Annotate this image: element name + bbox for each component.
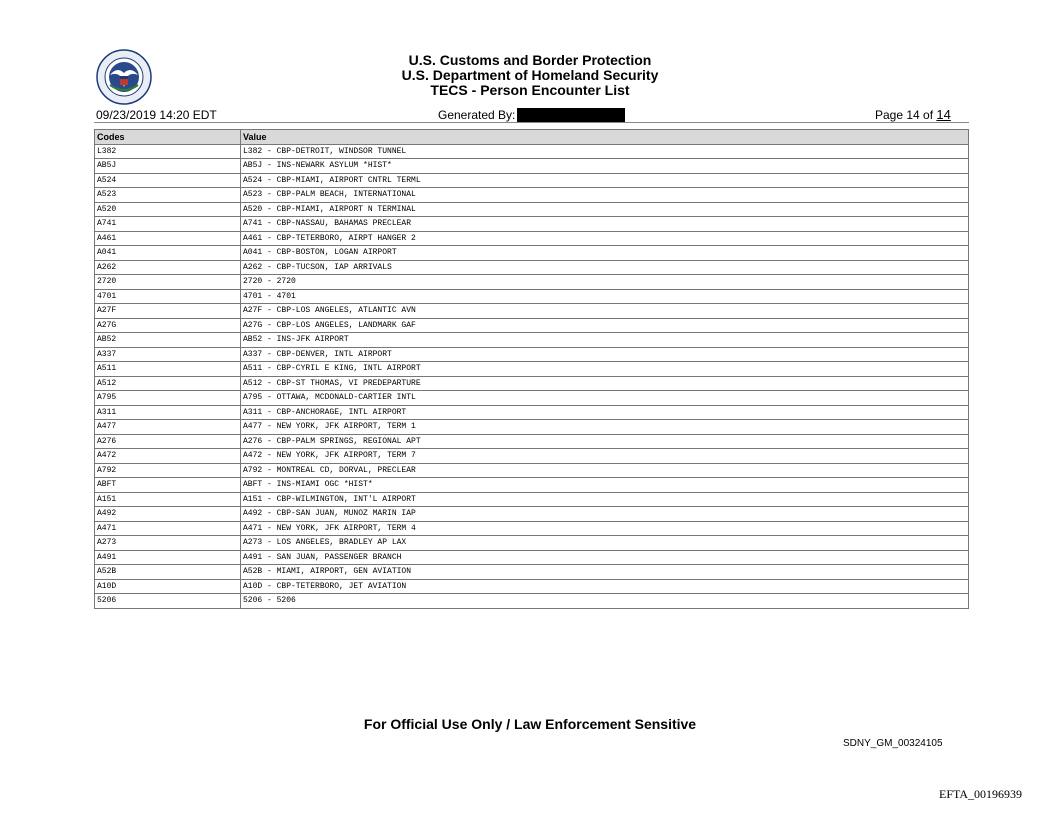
code-cell: A337 — [95, 347, 241, 362]
generated-by-label: Generated By: — [438, 108, 516, 122]
value-cell: A477 - NEW YORK, JFK AIRPORT, TERM 1 — [241, 420, 969, 435]
value-cell: A151 - CBP-WILMINGTON, INT'L AIRPORT — [241, 492, 969, 507]
value-cell: ABFT - INS-MIAMI OGC *HIST* — [241, 478, 969, 493]
value-cell: A471 - NEW YORK, JFK AIRPORT, TERM 4 — [241, 521, 969, 536]
code-cell: A795 — [95, 391, 241, 406]
value-cell: 2720 - 2720 — [241, 275, 969, 290]
code-cell: A520 — [95, 202, 241, 217]
value-cell: A520 - CBP-MIAMI, AIRPORT N TERMINAL — [241, 202, 969, 217]
value-cell: A337 - CBP-DENVER, INTL AIRPORT — [241, 347, 969, 362]
table-row — [95, 594, 969, 609]
value-cell: A311 - CBP-ANCHORAGE, INTL AIRPORT — [241, 405, 969, 420]
table-row — [95, 231, 969, 246]
code-cell: A311 — [95, 405, 241, 420]
table-row — [95, 347, 969, 362]
value-cell: A524 - CBP-MIAMI, AIRPORT CNTRL TERML — [241, 173, 969, 188]
classification-banner: For Official Use Only / Law Enforcement Sensitive — [363, 716, 697, 732]
value-cell: A795 - OTTAWA, MCDONALD-CARTIER INTL — [241, 391, 969, 406]
code-cell: A477 — [95, 420, 241, 435]
header-rule — [94, 122, 969, 123]
code-cell: A792 — [95, 463, 241, 478]
value-cell: A512 - CBP-ST THOMAS, VI PREDEPARTURE — [241, 376, 969, 391]
value-cell: A461 - CBP-TETERBORO, AIRPT HANGER 2 — [241, 231, 969, 246]
table-row — [95, 188, 969, 203]
table-row — [95, 579, 969, 594]
redaction-bar — [517, 108, 625, 122]
table-row — [95, 478, 969, 493]
value-cell: L382 - CBP-DETROIT, WINDSOR TUNNEL — [241, 144, 969, 159]
table-row — [95, 376, 969, 391]
table-row — [95, 449, 969, 464]
efta-number: EFTA_00196939 — [939, 787, 1023, 801]
code-cell: 2720 — [95, 275, 241, 290]
table-row — [95, 144, 969, 159]
code-cell: A491 — [95, 550, 241, 565]
value-cell: A511 - CBP-CYRIL E KING, INTL AIRPORT — [241, 362, 969, 377]
code-cell: A27G — [95, 318, 241, 333]
value-cell: A492 - CBP-SAN JUAN, MUNOZ MARIN IAP — [241, 507, 969, 522]
table-row — [95, 391, 969, 406]
code-cell: A471 — [95, 521, 241, 536]
value-cell: A10D - CBP-TETERBORO, JET AVIATION — [241, 579, 969, 594]
table-row — [95, 333, 969, 348]
code-cell: L382 — [95, 144, 241, 159]
code-cell: A741 — [95, 217, 241, 232]
codes-table — [94, 129, 969, 609]
table-row — [95, 202, 969, 217]
value-cell: 5206 - 5206 — [241, 594, 969, 609]
code-cell: A273 — [95, 536, 241, 551]
code-cell: AB5J — [95, 159, 241, 174]
table-row — [95, 565, 969, 580]
table-row — [95, 362, 969, 377]
codes-column-header: Codes — [95, 130, 241, 145]
code-cell: A512 — [95, 376, 241, 391]
table-row — [95, 550, 969, 565]
code-cell: A492 — [95, 507, 241, 522]
table-row — [95, 492, 969, 507]
value-cell: A523 - CBP-PALM BEACH, INTERNATIONAL — [241, 188, 969, 203]
report-title: TECS - Person Encounter List — [430, 82, 630, 98]
value-cell: A262 - CBP-TUCSON, IAP ARRIVALS — [241, 260, 969, 275]
value-cell: A276 - CBP-PALM SPRINGS, REGIONAL APT — [241, 434, 969, 449]
value-cell: A472 - NEW YORK, JFK AIRPORT, TERM 7 — [241, 449, 969, 464]
value-cell: AB5J - INS-NEWARK ASYLUM *HIST* — [241, 159, 969, 174]
code-cell: AB52 — [95, 333, 241, 348]
table-row — [95, 463, 969, 478]
table-row — [95, 275, 969, 290]
value-cell: A741 - CBP-NASSAU, BAHAMAS PRECLEAR — [241, 217, 969, 232]
agency-title: U.S. Customs and Border Protection — [408, 52, 652, 68]
value-cell: A491 - SAN JUAN, PASSENGER BRANCH — [241, 550, 969, 565]
dhs-seal-icon — [96, 49, 152, 105]
department-title: U.S. Department of Homeland Security — [401, 67, 659, 83]
code-cell: ABFT — [95, 478, 241, 493]
code-cell: A523 — [95, 188, 241, 203]
report-date: 09/23/2019 14:20 EDT — [96, 108, 217, 122]
value-cell: A27F - CBP-LOS ANGELES, ATLANTIC AVN — [241, 304, 969, 319]
report-header — [330, 53, 730, 98]
value-cell: AB52 - INS-JFK AIRPORT — [241, 333, 969, 348]
code-cell: A10D — [95, 579, 241, 594]
page-total: 14 — [936, 107, 951, 122]
value-column-header: Value — [241, 130, 969, 145]
table-row — [95, 536, 969, 551]
code-cell: A262 — [95, 260, 241, 275]
code-cell: A041 — [95, 246, 241, 261]
code-cell: A524 — [95, 173, 241, 188]
code-cell: A276 — [95, 434, 241, 449]
value-cell: A273 - LOS ANGELES, BRADLEY AP LAX — [241, 536, 969, 551]
table-row — [95, 159, 969, 174]
table-row — [95, 318, 969, 333]
bates-number: SDNY_GM_00324105 — [843, 738, 943, 749]
table-body — [95, 144, 969, 608]
value-cell: A52B - MIAMI, AIRPORT, GEN AVIATION — [241, 565, 969, 580]
code-cell: A27F — [95, 304, 241, 319]
table-row — [95, 405, 969, 420]
value-cell: A27G - CBP-LOS ANGELES, LANDMARK GAF — [241, 318, 969, 333]
value-cell: A041 - CBP-BOSTON, LOGAN AIRPORT — [241, 246, 969, 261]
table-row — [95, 246, 969, 261]
table-row — [95, 173, 969, 188]
value-cell: A792 - MONTREAL CD, DORVAL, PRECLEAR — [241, 463, 969, 478]
table-row — [95, 507, 969, 522]
value-cell: 4701 - 4701 — [241, 289, 969, 304]
code-cell: A151 — [95, 492, 241, 507]
table-row — [95, 434, 969, 449]
page-prefix: Page 14 of — [875, 108, 934, 122]
code-cell: A472 — [95, 449, 241, 464]
table-row — [95, 304, 969, 319]
table-header-row — [95, 130, 969, 145]
table-row — [95, 217, 969, 232]
code-cell: A52B — [95, 565, 241, 580]
page-indicator — [875, 108, 951, 122]
table-row — [95, 289, 969, 304]
code-cell: 4701 — [95, 289, 241, 304]
code-cell: A511 — [95, 362, 241, 377]
code-cell: A461 — [95, 231, 241, 246]
table-row — [95, 260, 969, 275]
code-cell: 5206 — [95, 594, 241, 609]
table-row — [95, 521, 969, 536]
table-row — [95, 420, 969, 435]
